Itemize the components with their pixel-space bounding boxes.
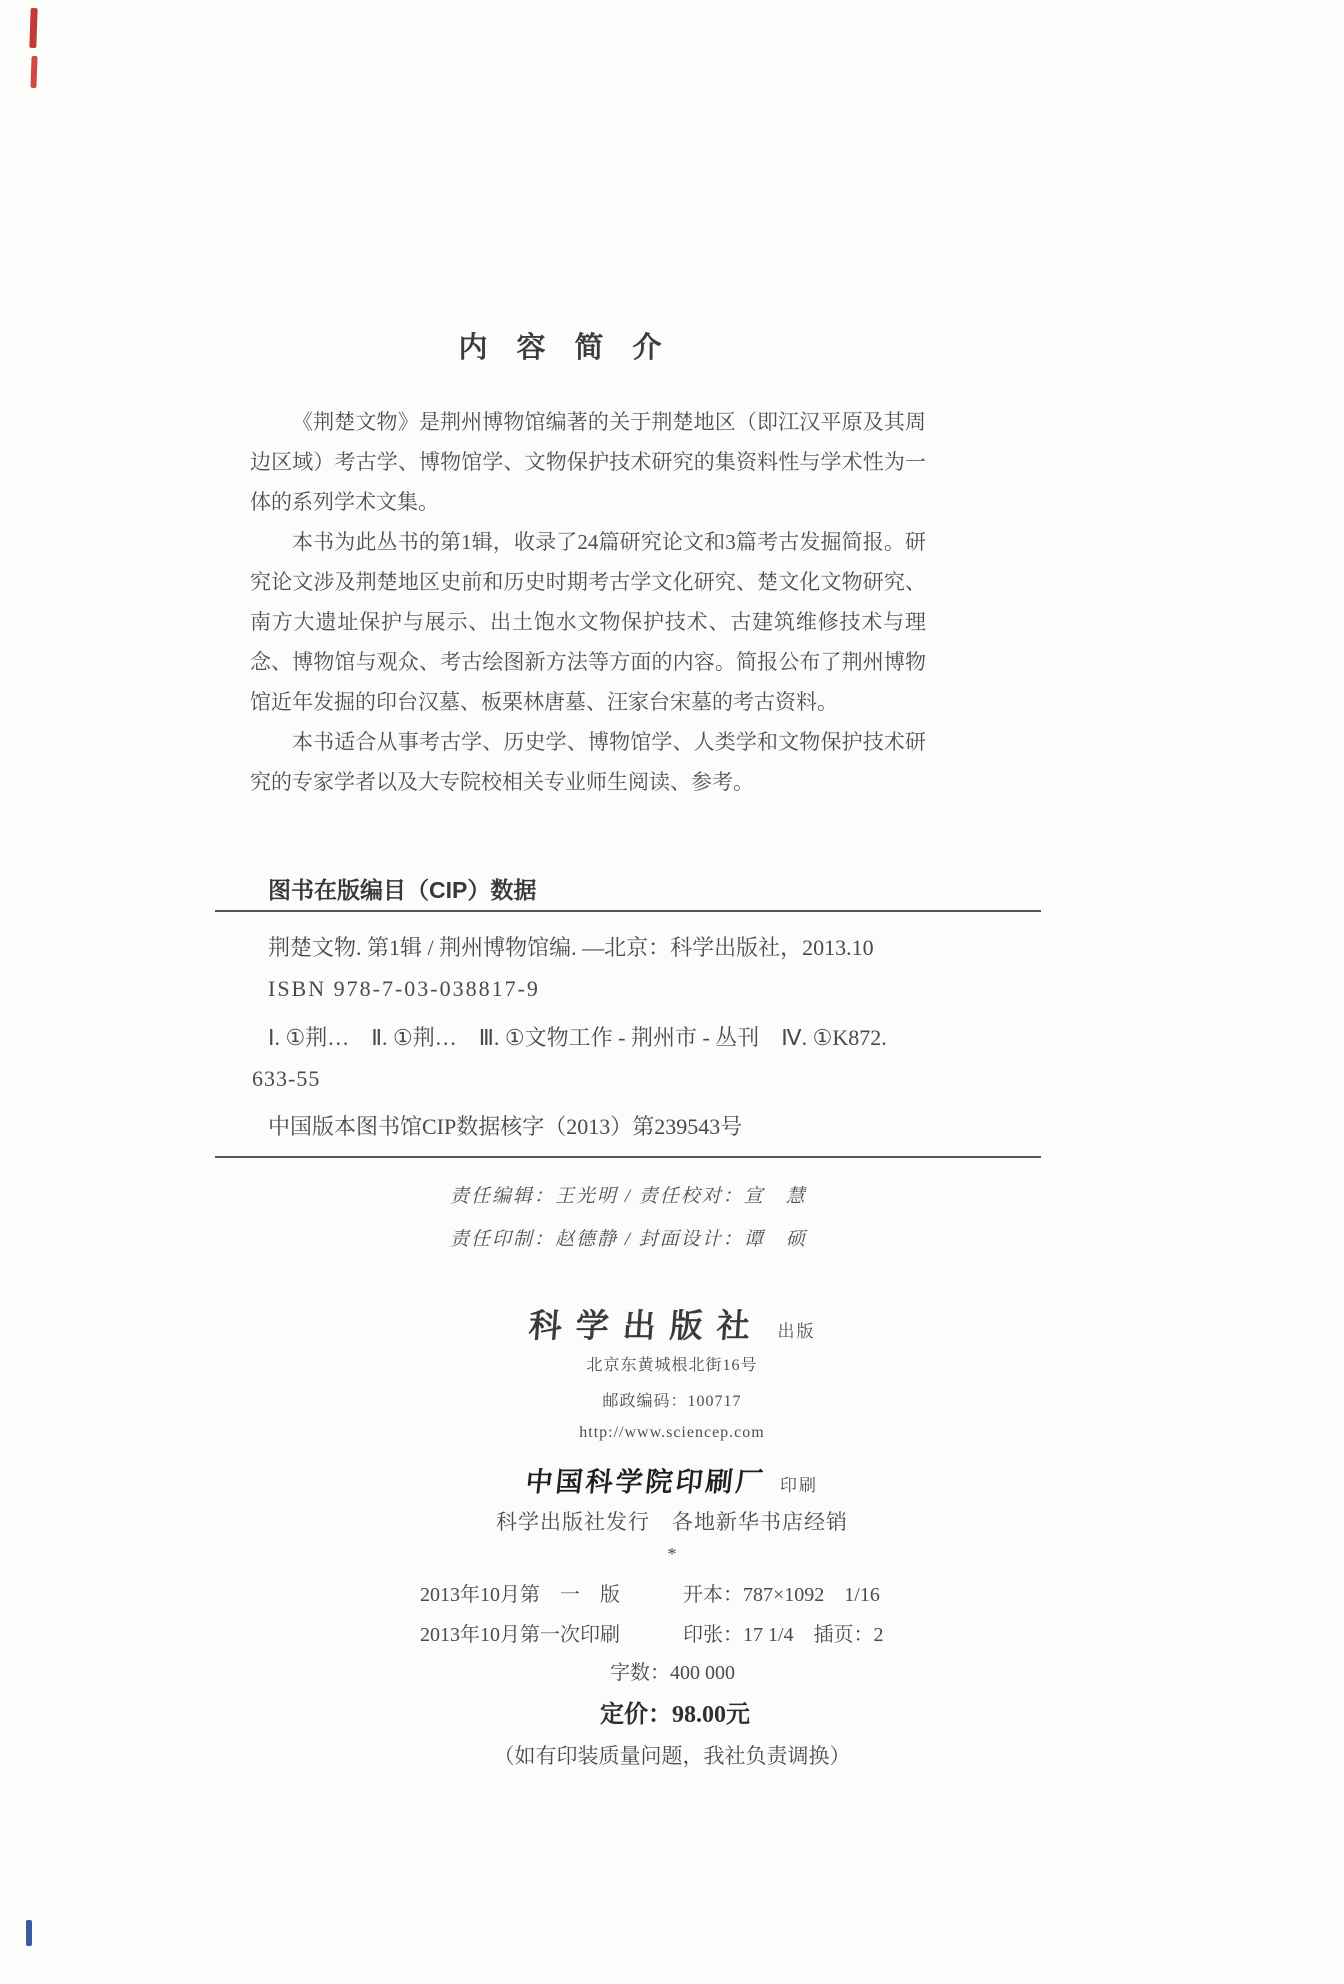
science-press-logo: 科学出版社 xyxy=(526,1309,765,1345)
cip-record-number: 中国版本图书馆CIP数据核字（2013）第239543号 xyxy=(268,1114,743,1139)
cip-classification-continuation: 633-55 xyxy=(252,1066,321,1091)
intro-paragraph-1: 《荆楚文物》是荆州博物馆编著的关于荆楚地区（即江汉平原及其周边区域）考古学、博物馆学、文物保护技术研究的集资料性与学术性为一体的系列学术文集。 xyxy=(250,410,926,514)
edition-date-line: 2013年10月第 一 版 xyxy=(420,1584,620,1606)
separator-star: * xyxy=(667,1544,677,1564)
cip-isbn: ISBN 978-7-03-038817-9 xyxy=(268,976,540,1001)
cip-heading: 图书在版编目（CIP）数据 xyxy=(268,877,537,903)
scan-artifact-red-top-2 xyxy=(30,56,37,88)
scan-artifact-blue-bottom xyxy=(26,1920,32,1946)
format-line: 开本：787×1092 1/16 xyxy=(683,1584,880,1606)
cip-title-line: 荆楚文物. 第1辑 / 荆州博物馆编. —北京：科学出版社，2013.10 xyxy=(268,935,874,960)
intro-paragraph-3: 本书适合从事考古学、历史学、博物馆学、人类学和文物保护技术研究的专家学者以及大专院校相关专业师生阅读、参考。 xyxy=(250,730,926,794)
cip-classification: Ⅰ. ①荆… Ⅱ. ①荆… Ⅲ. ①文物工作 - 荆州市 - 丛刊 Ⅳ. ①K872. xyxy=(268,1025,887,1050)
credits-print-design-line: 责任印制：赵德静 / 封面设计：谭 硕 xyxy=(450,1229,807,1250)
press-line xyxy=(0,1300,1344,1347)
content-intro-body xyxy=(250,402,926,802)
price-line: 定价：98.00元 xyxy=(600,1702,750,1728)
printer-line xyxy=(0,1460,1344,1499)
credits-editor-line: 责任编辑：王光明 / 责任校对：宣 慧 xyxy=(450,1186,807,1207)
printer-logo: 中国科学院印刷厂 xyxy=(524,1467,768,1497)
sheets-line: 印张：17 1/4 插页：2 xyxy=(683,1624,884,1646)
quality-note: （如有印装质量问题，我社负责调换） xyxy=(493,1744,851,1768)
word-count-line: 字数：400 000 xyxy=(610,1662,735,1684)
distribution-line: 科学出版社发行 各地新华书店经销 xyxy=(496,1510,848,1534)
press-website: http://www.sciencep.com xyxy=(579,1424,765,1441)
divider-line-top xyxy=(215,910,1041,912)
content-intro-title: 内 容 简 介 xyxy=(458,332,662,364)
intro-paragraph-2: 本书为此丛书的第1辑，收录了24篇研究论文和3篇考古发掘简报。研究论文涉及荆楚地区史前和历史时期考古学文化研究、楚文化文物研究、南方大遗址保护与展示、出土饱水文物保护技术、古建筑维修技术与理念、博物馆与观众、考古绘图新方法等方面的内容。简报公布了荆州博物馆近年发掘的印台汉墓、板栗林唐墓、汪家台宋墓的考古资料。 xyxy=(250,530,926,714)
print-run-line: 2013年10月第一次印刷 xyxy=(420,1624,620,1646)
scan-artifact-red-top xyxy=(29,8,37,48)
press-postal-code: 邮政编码：100717 xyxy=(602,1393,742,1410)
press-role-label: 出版 xyxy=(777,1322,816,1341)
divider-line-bottom xyxy=(215,1156,1041,1158)
printer-role-label: 印刷 xyxy=(780,1476,818,1495)
press-address: 北京东黄城根北街16号 xyxy=(586,1357,758,1374)
